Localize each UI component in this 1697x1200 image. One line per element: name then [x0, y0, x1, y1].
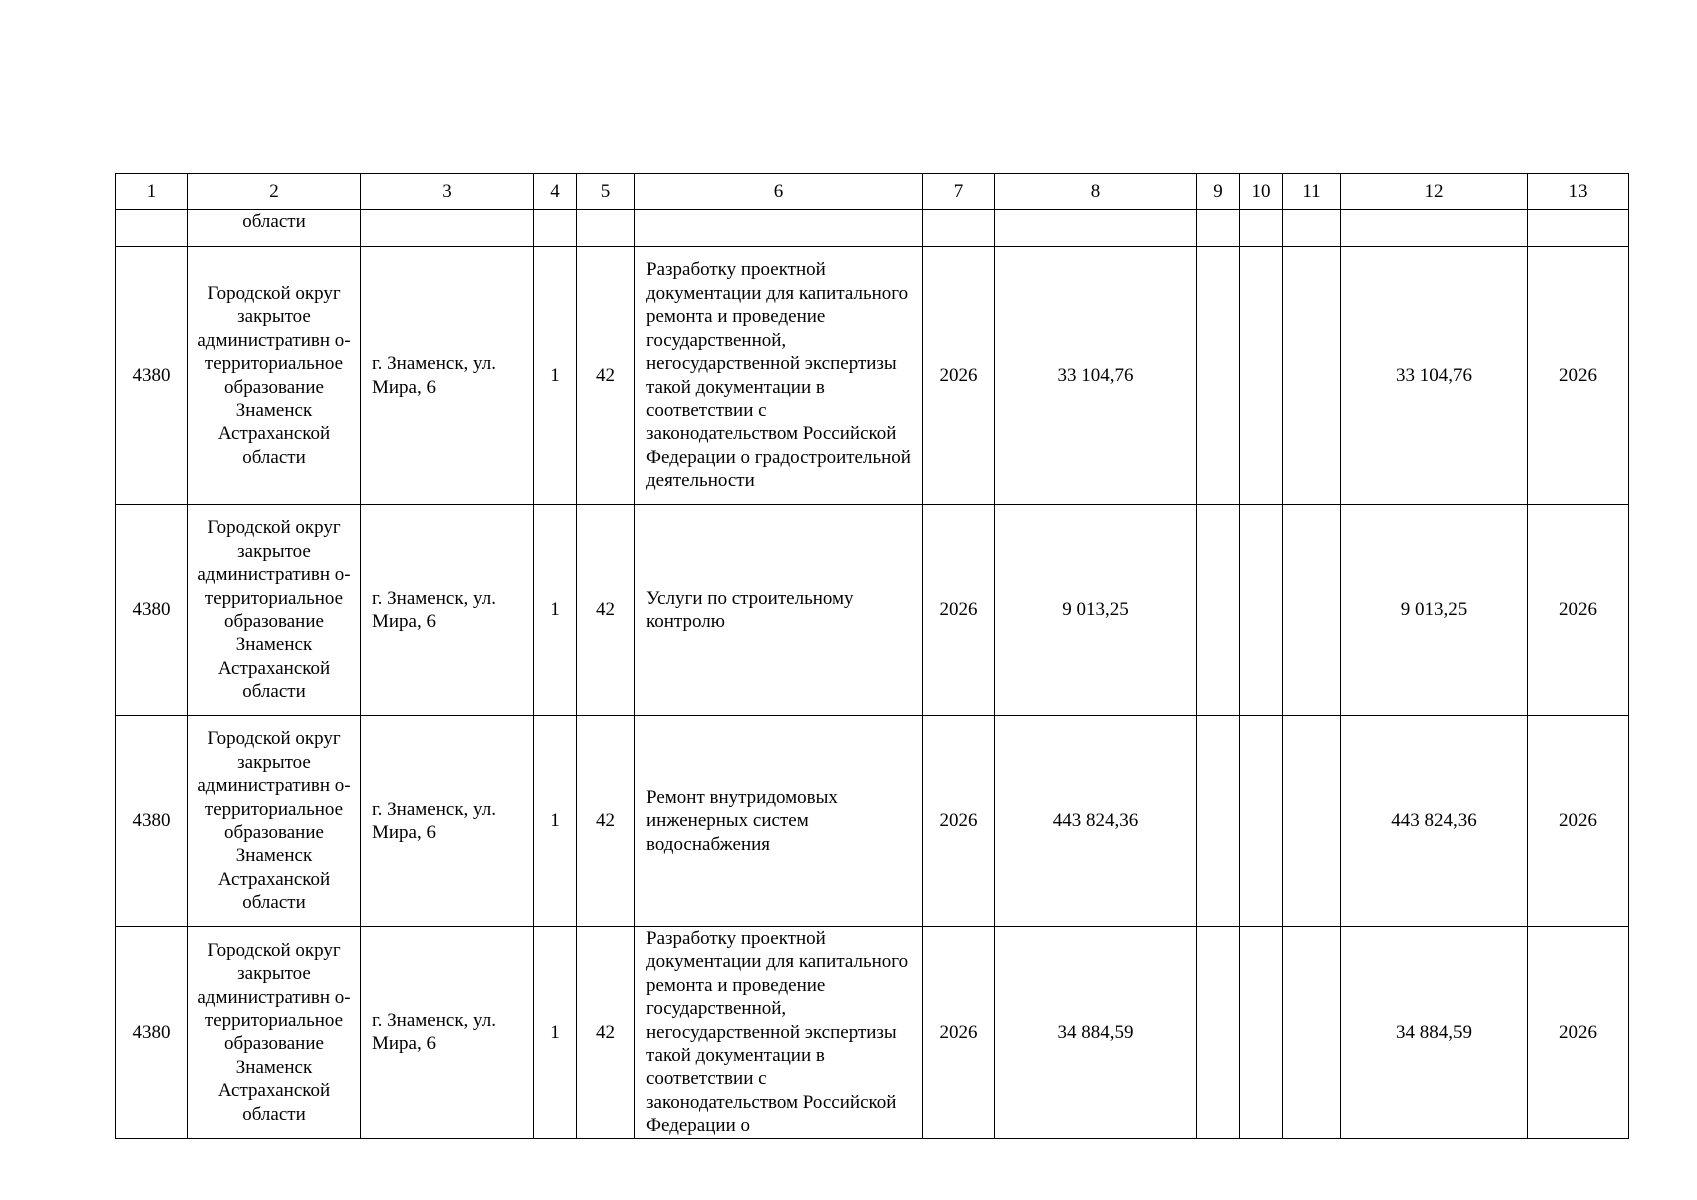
region-cell: области	[188, 210, 361, 247]
table-cell	[995, 210, 1197, 247]
table-cell	[923, 210, 995, 247]
col4-cell: 1	[534, 505, 577, 716]
col5-cell: 42	[577, 247, 635, 505]
col10-cell	[1240, 716, 1283, 927]
col10-cell	[1240, 505, 1283, 716]
code-cell: 4380	[116, 505, 188, 716]
column-number-row	[116, 174, 1629, 210]
code-cell: 4380	[116, 927, 188, 1139]
column-header: 9	[1197, 174, 1240, 210]
total-cost-cell: 34 884,59	[995, 927, 1197, 1139]
work-type-cell: Разработку проектной документации для капитального ремонта и проведение государственной, негосударственной экспертизы такой документации в соответствии с законодательством Российской Федерации о градостроительной деятельности	[635, 247, 923, 505]
total-cost-cell: 9 013,25	[995, 505, 1197, 716]
address-cell: г. Знаменск, ул. Мира, 6	[361, 247, 534, 505]
table-row	[116, 927, 1629, 1139]
table-cell	[116, 210, 188, 247]
table-row	[116, 505, 1629, 716]
address-cell: г. Знаменск, ул. Мира, 6	[361, 927, 534, 1139]
column-header: 1	[116, 174, 188, 210]
col10-cell	[1240, 247, 1283, 505]
col12-cell: 443 824,36	[1341, 716, 1528, 927]
year-cell: 2026	[923, 247, 995, 505]
column-header: 12	[1341, 174, 1528, 210]
col10-cell	[1240, 927, 1283, 1139]
column-header: 6	[635, 174, 923, 210]
table-row	[116, 716, 1629, 927]
col5-cell: 42	[577, 716, 635, 927]
table-cell	[1197, 210, 1240, 247]
col13-cell: 2026	[1528, 716, 1629, 927]
capital-repair-table	[115, 173, 1629, 1139]
col11-cell	[1283, 247, 1341, 505]
address-cell: г. Знаменск, ул. Мира, 6	[361, 505, 534, 716]
work-type-cell: Разработку проектной документации для капитального ремонта и проведение государственной, негосударственной экспертизы такой документации в соответствии с законодательством Российской Федерации о	[635, 927, 923, 1139]
table-cell	[577, 210, 635, 247]
continuation-row	[116, 210, 1629, 247]
work-type-cell: Услуги по строительному контролю	[635, 505, 923, 716]
region-cell: Городской округ закрытое административн о-территориальное образование Знаменск Астраханской области	[188, 247, 361, 505]
col5-cell: 42	[577, 927, 635, 1139]
column-header: 13	[1528, 174, 1629, 210]
year-cell: 2026	[923, 927, 995, 1139]
col4-cell: 1	[534, 716, 577, 927]
col12-cell: 33 104,76	[1341, 247, 1528, 505]
region-cell: Городской округ закрытое административн о-территориальное образование Знаменск Астраханской области	[188, 716, 361, 927]
col13-cell: 2026	[1528, 927, 1629, 1139]
year-cell: 2026	[923, 505, 995, 716]
col13-cell: 2026	[1528, 247, 1629, 505]
year-cell: 2026	[923, 716, 995, 927]
column-header: 3	[361, 174, 534, 210]
col12-cell: 34 884,59	[1341, 927, 1528, 1139]
col9-cell	[1197, 716, 1240, 927]
col13-cell: 2026	[1528, 505, 1629, 716]
col12-cell: 9 013,25	[1341, 505, 1528, 716]
table-cell	[1283, 210, 1341, 247]
col4-cell: 1	[534, 247, 577, 505]
table-row	[116, 247, 1629, 505]
table-cell	[361, 210, 534, 247]
col11-cell	[1283, 716, 1341, 927]
col9-cell	[1197, 247, 1240, 505]
table-cell	[1341, 210, 1528, 247]
table-cell	[1240, 210, 1283, 247]
column-header: 5	[577, 174, 635, 210]
table-cell	[1528, 210, 1629, 247]
table-cell	[534, 210, 577, 247]
total-cost-cell: 33 104,76	[995, 247, 1197, 505]
column-header: 4	[534, 174, 577, 210]
column-header: 8	[995, 174, 1197, 210]
column-header: 2	[188, 174, 361, 210]
col11-cell	[1283, 927, 1341, 1139]
col9-cell	[1197, 927, 1240, 1139]
col9-cell	[1197, 505, 1240, 716]
work-type-cell: Ремонт внутридомовых инженерных систем водоснабжения	[635, 716, 923, 927]
region-cell: Городской округ закрытое административн о-территориальное образование Знаменск Астраханской области	[188, 927, 361, 1139]
col5-cell: 42	[577, 505, 635, 716]
column-header: 7	[923, 174, 995, 210]
column-header: 10	[1240, 174, 1283, 210]
code-cell: 4380	[116, 247, 188, 505]
table-cell	[635, 210, 923, 247]
col11-cell	[1283, 505, 1341, 716]
col4-cell: 1	[534, 927, 577, 1139]
code-cell: 4380	[116, 716, 188, 927]
total-cost-cell: 443 824,36	[995, 716, 1197, 927]
region-cell: Городской округ закрытое административн о-территориальное образование Знаменск Астраханской области	[188, 505, 361, 716]
column-header: 11	[1283, 174, 1341, 210]
address-cell: г. Знаменск, ул. Мира, 6	[361, 716, 534, 927]
